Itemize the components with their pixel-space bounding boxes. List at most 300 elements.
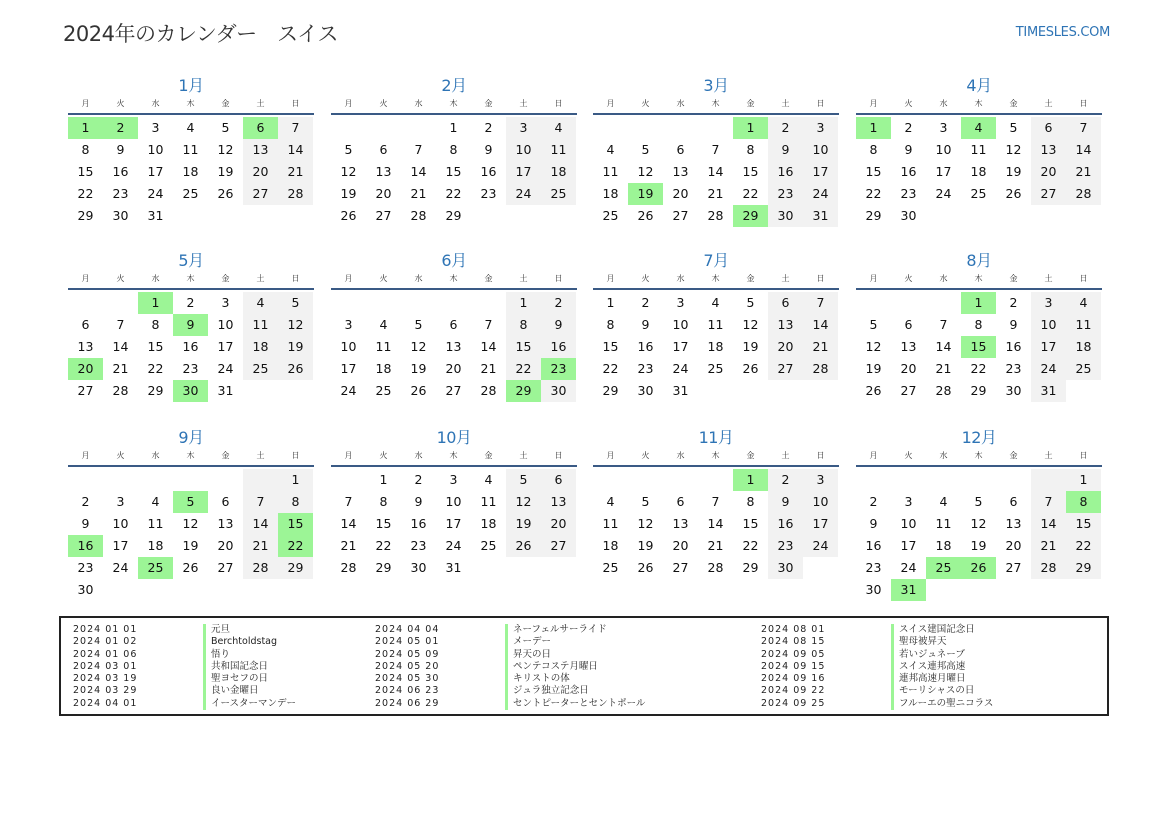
day-cell[interactable]: 29 <box>602 383 619 398</box>
day-cell[interactable]: 17 <box>112 538 129 553</box>
holiday-day-cell[interactable]: 1 <box>68 117 103 139</box>
day-cell[interactable]: 29 <box>742 560 759 575</box>
day-cell[interactable]: 18 <box>970 164 987 179</box>
day-cell[interactable]: 16 <box>112 164 129 179</box>
day-cell[interactable]: 30 <box>865 582 882 597</box>
day-cell[interactable]: 5 <box>414 317 423 332</box>
day-cell[interactable]: 18 <box>1066 336 1101 358</box>
day-cell[interactable]: 31 <box>445 560 462 575</box>
day-cell[interactable]: 20 <box>900 361 917 376</box>
holiday-day-cell[interactable]: 9 <box>173 314 208 336</box>
holiday-day-cell[interactable]: 30 <box>173 380 208 402</box>
day-cell[interactable]: 8 <box>869 142 878 157</box>
day-cell[interactable]: 24 <box>1031 358 1066 380</box>
day-cell[interactable]: 19 <box>340 186 357 201</box>
day-cell[interactable]: 25 <box>541 183 576 205</box>
day-cell[interactable]: 20 <box>768 336 803 358</box>
day-cell[interactable]: 30 <box>900 208 917 223</box>
day-cell[interactable]: 1 <box>606 295 615 310</box>
day-cell[interactable]: 24 <box>340 383 357 398</box>
day-cell[interactable]: 2 <box>81 494 90 509</box>
day-cell[interactable]: 18 <box>602 186 619 201</box>
day-cell[interactable]: 20 <box>672 538 689 553</box>
day-cell[interactable]: 6 <box>541 469 576 491</box>
day-cell[interactable]: 27 <box>1031 183 1066 205</box>
day-cell[interactable]: 7 <box>344 494 353 509</box>
day-cell[interactable]: 11 <box>602 516 619 531</box>
day-cell[interactable]: 7 <box>711 142 720 157</box>
day-cell[interactable]: 12 <box>506 491 541 513</box>
holiday-day-cell[interactable]: 1 <box>138 292 173 314</box>
day-cell[interactable]: 5 <box>221 120 230 135</box>
day-cell[interactable]: 5 <box>506 469 541 491</box>
day-cell[interactable]: 5 <box>278 292 313 314</box>
day-cell[interactable]: 8 <box>151 317 160 332</box>
day-cell[interactable]: 20 <box>541 513 576 535</box>
day-cell[interactable]: 12 <box>182 516 199 531</box>
holiday-day-cell[interactable]: 8 <box>1066 491 1101 513</box>
day-cell[interactable]: 7 <box>116 317 125 332</box>
day-cell[interactable]: 21 <box>278 161 313 183</box>
day-cell[interactable]: 1 <box>449 120 458 135</box>
day-cell[interactable]: 12 <box>742 317 759 332</box>
day-cell[interactable]: 27 <box>375 208 392 223</box>
day-cell[interactable]: 2 <box>768 117 803 139</box>
day-cell[interactable]: 23 <box>768 183 803 205</box>
day-cell[interactable]: 26 <box>340 208 357 223</box>
day-cell[interactable]: 2 <box>484 120 493 135</box>
day-cell[interactable]: 5 <box>641 494 650 509</box>
day-cell[interactable]: 12 <box>865 339 882 354</box>
day-cell[interactable]: 16 <box>480 164 497 179</box>
day-cell[interactable]: 1 <box>1066 469 1101 491</box>
day-cell[interactable]: 27 <box>900 383 917 398</box>
day-cell[interactable]: 19 <box>637 538 654 553</box>
day-cell[interactable]: 17 <box>900 538 917 553</box>
holiday-day-cell[interactable]: 15 <box>961 336 996 358</box>
day-cell[interactable]: 10 <box>900 516 917 531</box>
day-cell[interactable]: 3 <box>904 494 913 509</box>
day-cell[interactable]: 18 <box>480 516 497 531</box>
day-cell[interactable]: 17 <box>147 164 164 179</box>
day-cell[interactable]: 18 <box>707 339 724 354</box>
day-cell[interactable]: 23 <box>77 560 94 575</box>
day-cell[interactable]: 22 <box>147 361 164 376</box>
day-cell[interactable]: 28 <box>935 383 952 398</box>
holiday-day-cell[interactable]: 5 <box>173 491 208 513</box>
day-cell[interactable]: 24 <box>506 183 541 205</box>
day-cell[interactable]: 12 <box>637 516 654 531</box>
day-cell[interactable]: 25 <box>480 538 497 553</box>
day-cell[interactable]: 7 <box>939 317 948 332</box>
holiday-day-cell[interactable]: 16 <box>68 535 103 557</box>
day-cell[interactable]: 29 <box>970 383 987 398</box>
day-cell[interactable]: 19 <box>865 361 882 376</box>
day-cell[interactable]: 8 <box>974 317 983 332</box>
day-cell[interactable]: 2 <box>186 295 195 310</box>
day-cell[interactable]: 10 <box>935 142 952 157</box>
day-cell[interactable]: 23 <box>480 186 497 201</box>
day-cell[interactable]: 31 <box>803 205 838 227</box>
day-cell[interactable]: 3 <box>803 469 838 491</box>
day-cell[interactable]: 19 <box>970 538 987 553</box>
day-cell[interactable]: 14 <box>410 164 427 179</box>
holiday-day-cell[interactable]: 22 <box>278 535 313 557</box>
holiday-day-cell[interactable]: 29 <box>733 205 768 227</box>
day-cell[interactable]: 11 <box>1066 314 1101 336</box>
day-cell[interactable]: 30 <box>77 582 94 597</box>
day-cell[interactable]: 27 <box>77 383 94 398</box>
day-cell[interactable]: 31 <box>217 383 234 398</box>
holiday-day-cell[interactable]: 25 <box>138 557 173 579</box>
day-cell[interactable]: 4 <box>939 494 948 509</box>
day-cell[interactable]: 10 <box>340 339 357 354</box>
day-cell[interactable]: 30 <box>541 380 576 402</box>
day-cell[interactable]: 11 <box>243 314 278 336</box>
day-cell[interactable]: 21 <box>935 361 952 376</box>
day-cell[interactable]: 11 <box>182 142 199 157</box>
day-cell[interactable]: 6 <box>1031 117 1066 139</box>
day-cell[interactable]: 9 <box>641 317 650 332</box>
day-cell[interactable]: 19 <box>506 513 541 535</box>
day-cell[interactable]: 12 <box>217 142 234 157</box>
day-cell[interactable]: 28 <box>480 383 497 398</box>
day-cell[interactable]: 18 <box>182 164 199 179</box>
day-cell[interactable]: 3 <box>939 120 948 135</box>
day-cell[interactable]: 13 <box>1005 516 1022 531</box>
day-cell[interactable]: 12 <box>410 339 427 354</box>
day-cell[interactable]: 13 <box>672 516 689 531</box>
day-cell[interactable]: 24 <box>112 560 129 575</box>
day-cell[interactable]: 26 <box>410 383 427 398</box>
day-cell[interactable]: 29 <box>1066 557 1101 579</box>
day-cell[interactable]: 24 <box>217 361 234 376</box>
day-cell[interactable]: 8 <box>606 317 615 332</box>
day-cell[interactable]: 15 <box>602 339 619 354</box>
day-cell[interactable]: 5 <box>641 142 650 157</box>
day-cell[interactable]: 30 <box>410 560 427 575</box>
day-cell[interactable]: 23 <box>1005 361 1022 376</box>
day-cell[interactable]: 7 <box>1031 491 1066 513</box>
day-cell[interactable]: 20 <box>672 186 689 201</box>
day-cell[interactable]: 2 <box>414 472 423 487</box>
day-cell[interactable]: 11 <box>707 317 724 332</box>
day-cell[interactable]: 30 <box>637 383 654 398</box>
day-cell[interactable]: 9 <box>116 142 125 157</box>
day-cell[interactable]: 14 <box>278 139 313 161</box>
day-cell[interactable]: 15 <box>742 164 759 179</box>
day-cell[interactable]: 22 <box>445 186 462 201</box>
day-cell[interactable]: 8 <box>746 494 755 509</box>
day-cell[interactable]: 6 <box>379 142 388 157</box>
day-cell[interactable]: 4 <box>379 317 388 332</box>
day-cell[interactable]: 19 <box>278 336 313 358</box>
day-cell[interactable]: 5 <box>1009 120 1018 135</box>
day-cell[interactable]: 1 <box>506 292 541 314</box>
day-cell[interactable]: 17 <box>506 161 541 183</box>
day-cell[interactable]: 18 <box>375 361 392 376</box>
day-cell[interactable]: 25 <box>602 560 619 575</box>
day-cell[interactable]: 18 <box>243 336 278 358</box>
day-cell[interactable]: 8 <box>278 491 313 513</box>
day-cell[interactable]: 4 <box>606 494 615 509</box>
day-cell[interactable]: 25 <box>707 361 724 376</box>
day-cell[interactable]: 21 <box>410 186 427 201</box>
day-cell[interactable]: 23 <box>865 560 882 575</box>
day-cell[interactable]: 11 <box>541 139 576 161</box>
day-cell[interactable]: 19 <box>1005 164 1022 179</box>
day-cell[interactable]: 4 <box>541 117 576 139</box>
day-cell[interactable]: 6 <box>1009 494 1018 509</box>
day-cell[interactable]: 11 <box>970 142 987 157</box>
day-cell[interactable]: 23 <box>182 361 199 376</box>
day-cell[interactable]: 28 <box>278 183 313 205</box>
holiday-day-cell[interactable]: 19 <box>628 183 663 205</box>
day-cell[interactable]: 14 <box>707 516 724 531</box>
day-cell[interactable]: 3 <box>344 317 353 332</box>
day-cell[interactable]: 26 <box>742 361 759 376</box>
day-cell[interactable]: 3 <box>449 472 458 487</box>
day-cell[interactable]: 25 <box>602 208 619 223</box>
day-cell[interactable]: 11 <box>935 516 952 531</box>
day-cell[interactable]: 15 <box>506 336 541 358</box>
day-cell[interactable]: 10 <box>112 516 129 531</box>
day-cell[interactable]: 17 <box>445 516 462 531</box>
day-cell[interactable]: 15 <box>742 516 759 531</box>
day-cell[interactable]: 27 <box>1005 560 1022 575</box>
day-cell[interactable]: 14 <box>935 339 952 354</box>
day-cell[interactable]: 16 <box>768 161 803 183</box>
day-cell[interactable]: 14 <box>707 164 724 179</box>
day-cell[interactable]: 22 <box>970 361 987 376</box>
day-cell[interactable]: 27 <box>672 560 689 575</box>
day-cell[interactable]: 3 <box>803 117 838 139</box>
day-cell[interactable]: 7 <box>484 317 493 332</box>
day-cell[interactable]: 17 <box>672 339 689 354</box>
day-cell[interactable]: 27 <box>217 560 234 575</box>
day-cell[interactable]: 26 <box>278 358 313 380</box>
day-cell[interactable]: 28 <box>1066 183 1101 205</box>
holiday-day-cell[interactable]: 1 <box>856 117 891 139</box>
day-cell[interactable]: 29 <box>865 208 882 223</box>
day-cell[interactable]: 27 <box>541 535 576 557</box>
day-cell[interactable]: 24 <box>803 183 838 205</box>
day-cell[interactable]: 21 <box>480 361 497 376</box>
day-cell[interactable]: 2 <box>1009 295 1018 310</box>
day-cell[interactable]: 13 <box>541 491 576 513</box>
day-cell[interactable]: 19 <box>182 538 199 553</box>
day-cell[interactable]: 2 <box>641 295 650 310</box>
day-cell[interactable]: 8 <box>81 142 90 157</box>
site-link[interactable]: TIMESLES.COM <box>1015 25 1110 40</box>
day-cell[interactable]: 4 <box>151 494 160 509</box>
day-cell[interactable]: 18 <box>541 161 576 183</box>
day-cell[interactable]: 6 <box>768 292 803 314</box>
day-cell[interactable]: 4 <box>186 120 195 135</box>
day-cell[interactable]: 3 <box>1031 292 1066 314</box>
holiday-day-cell[interactable]: 26 <box>961 557 996 579</box>
day-cell[interactable]: 27 <box>445 383 462 398</box>
day-cell[interactable]: 22 <box>77 186 94 201</box>
day-cell[interactable]: 22 <box>1066 535 1101 557</box>
day-cell[interactable]: 3 <box>506 117 541 139</box>
day-cell[interactable]: 6 <box>449 317 458 332</box>
day-cell[interactable]: 13 <box>1031 139 1066 161</box>
day-cell[interactable]: 9 <box>904 142 913 157</box>
day-cell[interactable]: 13 <box>243 139 278 161</box>
day-cell[interactable]: 12 <box>278 314 313 336</box>
day-cell[interactable]: 10 <box>672 317 689 332</box>
day-cell[interactable]: 10 <box>147 142 164 157</box>
holiday-day-cell[interactable]: 31 <box>891 579 926 601</box>
day-cell[interactable]: 9 <box>869 516 878 531</box>
day-cell[interactable]: 26 <box>637 560 654 575</box>
day-cell[interactable]: 7 <box>278 117 313 139</box>
day-cell[interactable]: 21 <box>243 535 278 557</box>
day-cell[interactable]: 2 <box>904 120 913 135</box>
day-cell[interactable]: 8 <box>379 494 388 509</box>
day-cell[interactable]: 2 <box>869 494 878 509</box>
day-cell[interactable]: 2 <box>541 292 576 314</box>
day-cell[interactable]: 16 <box>637 339 654 354</box>
day-cell[interactable]: 20 <box>243 161 278 183</box>
day-cell[interactable]: 22 <box>742 538 759 553</box>
day-cell[interactable]: 16 <box>768 513 803 535</box>
day-cell[interactable]: 23 <box>768 535 803 557</box>
day-cell[interactable]: 10 <box>803 139 838 161</box>
holiday-day-cell[interactable]: 1 <box>733 469 768 491</box>
day-cell[interactable]: 24 <box>900 560 917 575</box>
day-cell[interactable]: 16 <box>541 336 576 358</box>
day-cell[interactable]: 23 <box>637 361 654 376</box>
day-cell[interactable]: 10 <box>1031 314 1066 336</box>
day-cell[interactable]: 9 <box>1009 317 1018 332</box>
day-cell[interactable]: 3 <box>221 295 230 310</box>
day-cell[interactable]: 11 <box>602 164 619 179</box>
day-cell[interactable]: 11 <box>480 494 497 509</box>
day-cell[interactable]: 21 <box>1031 535 1066 557</box>
day-cell[interactable]: 8 <box>506 314 541 336</box>
day-cell[interactable]: 3 <box>676 295 685 310</box>
day-cell[interactable]: 16 <box>900 164 917 179</box>
day-cell[interactable]: 21 <box>707 186 724 201</box>
day-cell[interactable]: 20 <box>217 538 234 553</box>
day-cell[interactable]: 20 <box>445 361 462 376</box>
day-cell[interactable]: 9 <box>768 491 803 513</box>
day-cell[interactable]: 14 <box>480 339 497 354</box>
holiday-day-cell[interactable]: 2 <box>103 117 138 139</box>
day-cell[interactable]: 17 <box>803 161 838 183</box>
day-cell[interactable]: 7 <box>414 142 423 157</box>
day-cell[interactable]: 6 <box>676 142 685 157</box>
day-cell[interactable]: 23 <box>900 186 917 201</box>
day-cell[interactable]: 29 <box>77 208 94 223</box>
day-cell[interactable]: 18 <box>147 538 164 553</box>
day-cell[interactable]: 14 <box>803 314 838 336</box>
day-cell[interactable]: 18 <box>602 538 619 553</box>
day-cell[interactable]: 31 <box>147 208 164 223</box>
day-cell[interactable]: 29 <box>375 560 392 575</box>
day-cell[interactable]: 17 <box>217 339 234 354</box>
day-cell[interactable]: 13 <box>900 339 917 354</box>
day-cell[interactable]: 30 <box>768 205 803 227</box>
day-cell[interactable]: 7 <box>1066 117 1101 139</box>
day-cell[interactable]: 9 <box>768 139 803 161</box>
day-cell[interactable]: 24 <box>672 361 689 376</box>
day-cell[interactable]: 30 <box>112 208 129 223</box>
day-cell[interactable]: 24 <box>147 186 164 201</box>
day-cell[interactable]: 10 <box>217 317 234 332</box>
day-cell[interactable]: 22 <box>865 186 882 201</box>
day-cell[interactable]: 3 <box>116 494 125 509</box>
day-cell[interactable]: 20 <box>1031 161 1066 183</box>
day-cell[interactable]: 8 <box>746 142 755 157</box>
holiday-day-cell[interactable]: 1 <box>961 292 996 314</box>
day-cell[interactable]: 19 <box>410 361 427 376</box>
day-cell[interactable]: 5 <box>974 494 983 509</box>
day-cell[interactable]: 9 <box>484 142 493 157</box>
day-cell[interactable]: 21 <box>803 336 838 358</box>
day-cell[interactable]: 13 <box>77 339 94 354</box>
day-cell[interactable]: 16 <box>182 339 199 354</box>
day-cell[interactable]: 15 <box>147 339 164 354</box>
day-cell[interactable]: 16 <box>1005 339 1022 354</box>
day-cell[interactable]: 25 <box>243 358 278 380</box>
day-cell[interactable]: 23 <box>112 186 129 201</box>
day-cell[interactable]: 29 <box>147 383 164 398</box>
day-cell[interactable]: 29 <box>445 208 462 223</box>
day-cell[interactable]: 15 <box>865 164 882 179</box>
day-cell[interactable]: 31 <box>1031 380 1066 402</box>
day-cell[interactable]: 14 <box>243 513 278 535</box>
holiday-day-cell[interactable]: 15 <box>278 513 313 535</box>
holiday-day-cell[interactable]: 20 <box>68 358 103 380</box>
day-cell[interactable]: 26 <box>1005 186 1022 201</box>
day-cell[interactable]: 15 <box>1066 513 1101 535</box>
day-cell[interactable]: 13 <box>217 516 234 531</box>
day-cell[interactable]: 1 <box>379 472 388 487</box>
day-cell[interactable]: 10 <box>445 494 462 509</box>
day-cell[interactable]: 19 <box>742 339 759 354</box>
day-cell[interactable]: 6 <box>221 494 230 509</box>
day-cell[interactable]: 28 <box>112 383 129 398</box>
day-cell[interactable]: 17 <box>340 361 357 376</box>
holiday-day-cell[interactable]: 6 <box>243 117 278 139</box>
day-cell[interactable]: 12 <box>637 164 654 179</box>
day-cell[interactable]: 15 <box>375 516 392 531</box>
day-cell[interactable]: 21 <box>707 538 724 553</box>
holiday-day-cell[interactable]: 1 <box>733 117 768 139</box>
day-cell[interactable]: 18 <box>935 538 952 553</box>
day-cell[interactable]: 6 <box>904 317 913 332</box>
day-cell[interactable]: 24 <box>445 538 462 553</box>
day-cell[interactable]: 17 <box>935 164 952 179</box>
day-cell[interactable]: 4 <box>1066 292 1101 314</box>
day-cell[interactable]: 22 <box>375 538 392 553</box>
day-cell[interactable]: 29 <box>278 557 313 579</box>
day-cell[interactable]: 30 <box>768 557 803 579</box>
day-cell[interactable]: 22 <box>506 358 541 380</box>
day-cell[interactable]: 7 <box>711 494 720 509</box>
day-cell[interactable]: 26 <box>637 208 654 223</box>
day-cell[interactable]: 13 <box>375 164 392 179</box>
day-cell[interactable]: 27 <box>672 208 689 223</box>
day-cell[interactable]: 9 <box>414 494 423 509</box>
day-cell[interactable]: 24 <box>803 535 838 557</box>
day-cell[interactable]: 19 <box>217 164 234 179</box>
day-cell[interactable]: 12 <box>340 164 357 179</box>
day-cell[interactable]: 28 <box>803 358 838 380</box>
